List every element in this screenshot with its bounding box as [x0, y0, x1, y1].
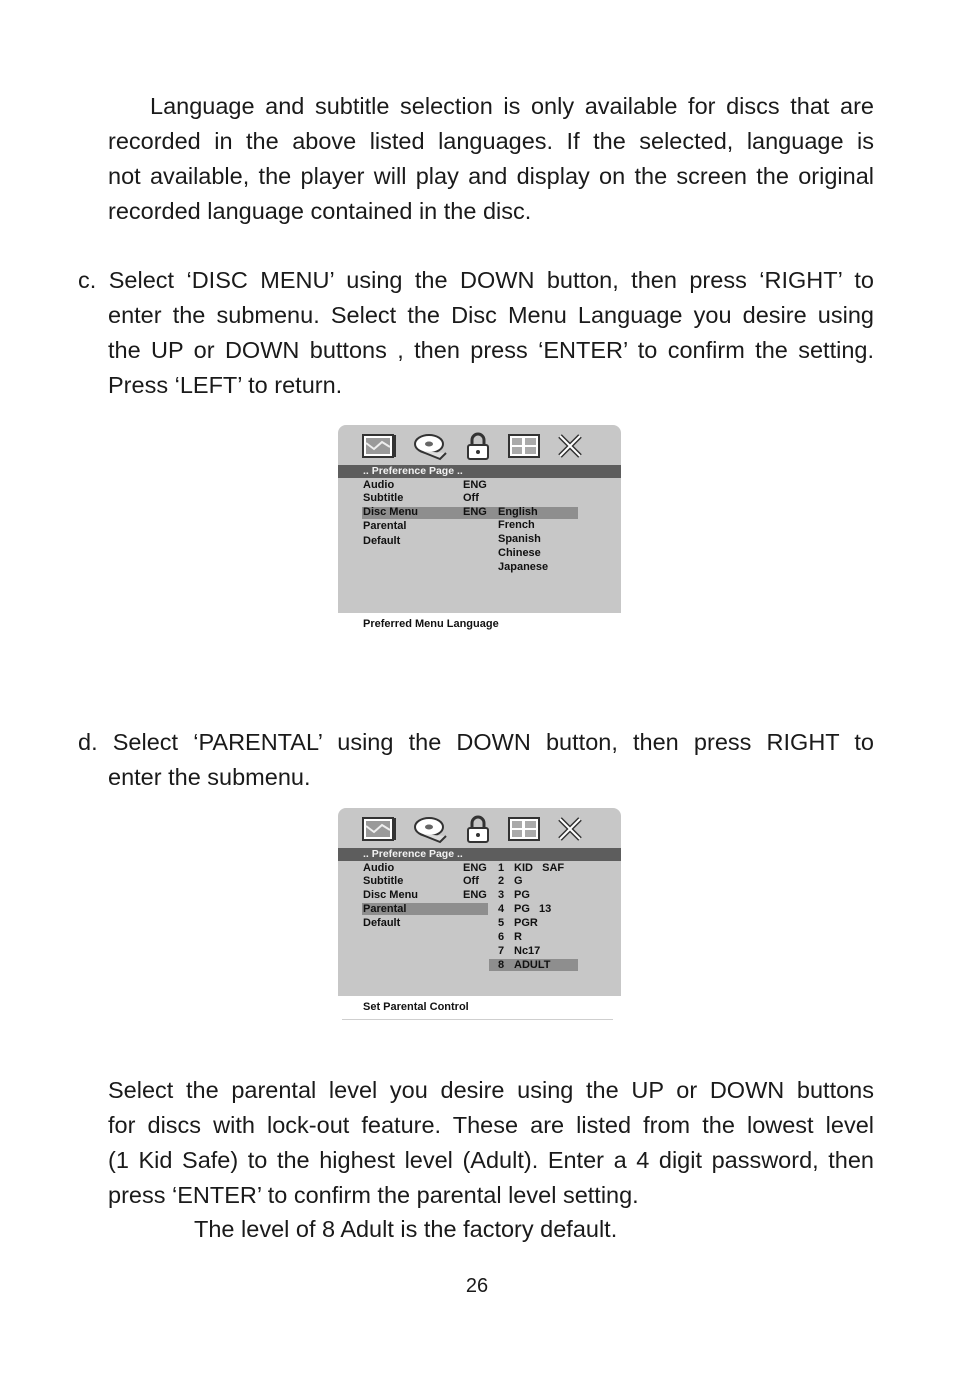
osd-level-label[interactable]: G — [514, 875, 523, 887]
text-line: c. Select ‘DISC MENU’ using the DOWN button, then press ‘RIGHT’ to — [78, 267, 874, 293]
step-c-paragraph — [78, 263, 874, 403]
exit-x-icon — [556, 814, 584, 844]
osd-menu-default[interactable]: Default — [363, 917, 401, 929]
osd-value-disc-menu: ENG — [463, 889, 487, 901]
page-number: 26 — [465, 1275, 489, 1297]
text-line: for discs with lock-out feature. These are listed from the lowest level — [108, 1112, 874, 1138]
tv-screen-icon — [360, 431, 398, 461]
osd-level-label[interactable]: ADULT — [514, 959, 551, 971]
osd-menu-audio[interactable]: Audio — [363, 862, 395, 874]
osd-menu-subtitle[interactable]: Subtitle — [363, 492, 404, 504]
text-line: Press ‘LEFT’ to return. — [108, 372, 343, 398]
osd-disc-menu-screen — [338, 425, 621, 635]
osd-screen — [338, 425, 621, 613]
osd-menu-disc-menu[interactable]: Disc Menu — [363, 506, 419, 518]
text-line: Select the parental level you desire using the UP or DOWN buttons — [108, 1077, 874, 1103]
osd-menu-subtitle[interactable]: Subtitle — [363, 875, 404, 887]
text-line: recorded in the above listed languages. If the selected, language is — [108, 128, 874, 154]
osd-footer-divider — [342, 1019, 613, 1020]
osd-footer — [338, 613, 621, 635]
osd-icon-bar — [360, 812, 584, 846]
osd-option-french[interactable]: French — [498, 519, 535, 531]
osd-menu-disc-menu[interactable]: Disc Menu — [363, 889, 419, 901]
disc-icon — [412, 431, 450, 461]
osd-value-disc-menu: ENG — [463, 506, 487, 518]
text-line: press ‘ENTER’ to confirm the parental level setting. — [108, 1182, 639, 1208]
osd-option-spanish[interactable]: Spanish — [498, 533, 541, 545]
lock-icon — [464, 814, 492, 844]
osd-level-label[interactable]: KID SAF — [514, 862, 565, 874]
text-line: Language and subtitle selection is only available for discs that are — [150, 93, 874, 119]
osd-level-label[interactable]: R — [514, 931, 522, 943]
osd-menu-audio[interactable]: Audio — [363, 479, 395, 491]
osd-title-bar — [338, 465, 621, 478]
osd-level-number: 5 — [498, 917, 505, 929]
osd-title: .. Preference Page .. — [363, 848, 463, 860]
tv-screen-icon — [360, 814, 398, 844]
osd-menu-default[interactable]: Default — [363, 535, 401, 547]
osd-option-english[interactable]: English — [498, 506, 538, 518]
text-line: the UP or DOWN buttons , then press ‘ENTER’ to confirm the setting. — [108, 337, 874, 363]
osd-footer-text: Preferred Menu Language — [363, 618, 499, 630]
osd-level-label[interactable]: PG — [514, 889, 530, 901]
osd-title: .. Preference Page .. — [363, 465, 463, 477]
osd-level-number: 2 — [498, 875, 505, 887]
osd-level-number: 4 — [498, 903, 505, 915]
disc-icon — [412, 814, 450, 844]
text-line: (1 Kid Safe) to the highest level (Adult). Enter a 4 digit password, then — [108, 1147, 874, 1173]
osd-title-bar — [338, 848, 621, 861]
preference-grid-icon — [506, 431, 542, 461]
osd-level-number: 1 — [498, 862, 505, 874]
osd-option-chinese[interactable]: Chinese — [498, 547, 541, 559]
osd-option-japanese[interactable]: Japanese — [498, 561, 549, 573]
text-line: The level of 8 Adult is the factory default. — [194, 1216, 618, 1242]
text-line: enter the submenu. — [108, 764, 311, 790]
preference-grid-icon — [506, 814, 542, 844]
osd-value-audio: ENG — [463, 479, 487, 491]
osd-level-number: 8 — [498, 959, 505, 971]
step-d-paragraph — [78, 725, 874, 795]
osd-value-subtitle: Off — [463, 492, 479, 504]
exit-x-icon — [556, 431, 584, 461]
osd-level-label[interactable]: Nc17 — [514, 945, 541, 957]
osd-parental-screen — [338, 808, 621, 1018]
osd-value-audio: ENG — [463, 862, 487, 874]
factory-default-note — [194, 1212, 874, 1247]
text-line: recorded language contained in the disc. — [108, 198, 532, 224]
text-line: enter the submenu. Select the Disc Menu Language you desire using — [108, 302, 874, 328]
osd-level-number: 7 — [498, 945, 505, 957]
osd-menu-parental[interactable]: Parental — [363, 520, 407, 532]
osd-level-label[interactable]: PGR — [514, 917, 538, 929]
osd-menu-parental[interactable]: Parental — [363, 903, 407, 915]
osd-footer-text: Set Parental Control — [363, 1001, 469, 1013]
text-line: not available, the player will play and display on the screen the original — [108, 163, 874, 189]
osd-level-number: 6 — [498, 931, 505, 943]
osd-screen — [338, 808, 621, 996]
lock-icon — [464, 431, 492, 461]
osd-level-label[interactable]: PG 13 — [514, 903, 552, 915]
closing-paragraph — [108, 1073, 874, 1213]
osd-icon-bar — [360, 429, 584, 463]
text-line: d. Select ‘PARENTAL’ using the DOWN button, then press RIGHT to — [78, 729, 874, 755]
intro-paragraph — [108, 89, 874, 229]
osd-value-subtitle: Off — [463, 875, 479, 887]
osd-footer — [338, 996, 621, 1018]
osd-level-number: 3 — [498, 889, 505, 901]
